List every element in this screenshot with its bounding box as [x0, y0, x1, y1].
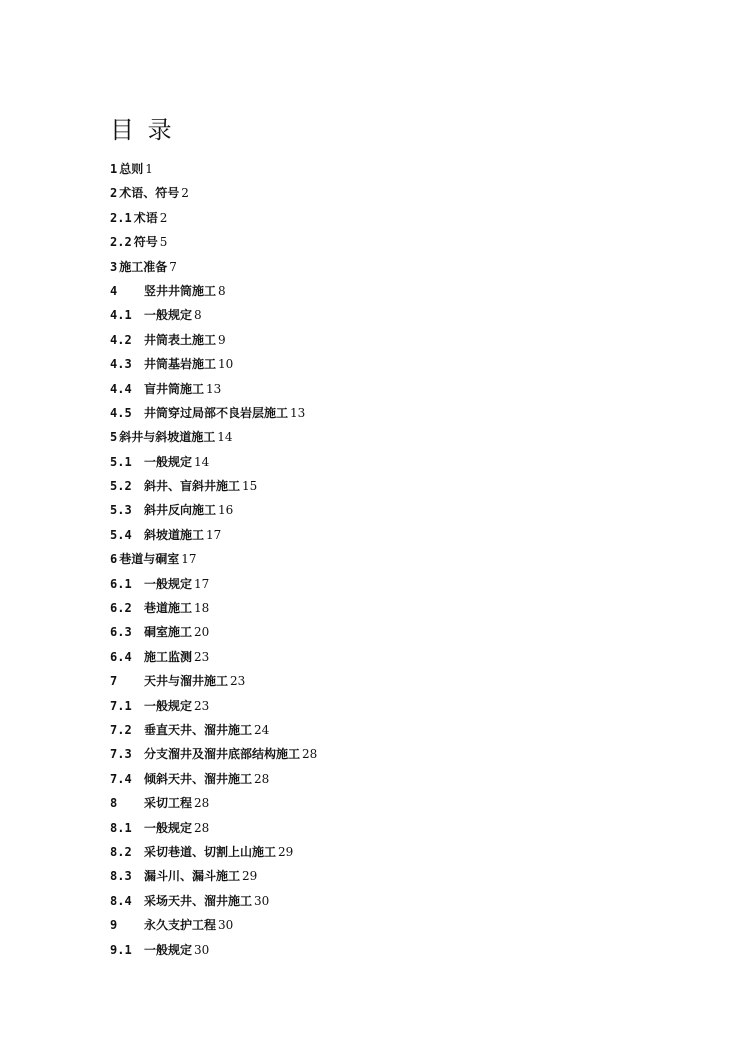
toc-entry-page: 10 [218, 357, 234, 372]
toc-entry[interactable] [110, 841, 317, 865]
toc-entry[interactable] [110, 524, 317, 548]
toc-entry-number: 3 [110, 259, 118, 274]
toc-entry-title: 采切工程 [144, 796, 193, 811]
toc-entry[interactable] [110, 182, 317, 206]
toc-entry-page: 5 [159, 235, 168, 250]
toc-entry-page: 8 [194, 308, 202, 323]
toc-entry-page: 23 [194, 698, 210, 713]
toc-entry-page: 14 [217, 430, 233, 445]
toc-entry-title: 一般规定 [144, 308, 193, 323]
toc-entry-page: 29 [278, 844, 294, 859]
toc-entry-number: 8 [110, 796, 118, 811]
toc-entry-page: 13 [290, 405, 306, 420]
toc-entry-title: 斜坡道施工 [144, 527, 205, 542]
toc-entry-page: 9 [218, 332, 226, 347]
toc-entry[interactable] [110, 402, 317, 426]
toc-entry-number: 7.1 [110, 698, 132, 713]
toc-entry-title: 斜井与斜坡道施工 [119, 430, 216, 445]
toc-entry-number: 4.2 [110, 332, 132, 347]
toc-entry-title: 斜井反向施工 [144, 503, 217, 518]
toc-entry-page: 30 [218, 918, 234, 933]
toc-entry[interactable] [110, 939, 317, 963]
toc-entry-title: 井筒表土施工 [144, 332, 217, 347]
toc-entry-number: 8.1 [110, 820, 132, 835]
toc-entry-page: 16 [218, 503, 234, 518]
toc-entry[interactable] [110, 743, 317, 767]
toc-entry-title: 采切巷道、切割上山施工 [144, 844, 277, 859]
toc-entry-number: 7 [110, 674, 118, 689]
toc-entry[interactable] [110, 475, 317, 499]
toc-entry[interactable] [110, 548, 317, 572]
toc-entry-title: 总则 [119, 162, 144, 176]
toc-entry-number: 6.4 [110, 649, 132, 664]
toc-entry-number: 7.3 [110, 747, 132, 762]
toc-entry-number: 9 [110, 918, 118, 933]
toc-entry-title: 一般规定 [144, 698, 193, 713]
toc-entry-title: 术语 [133, 210, 158, 225]
toc-entry[interactable] [110, 256, 317, 280]
toc-entry-title: 术语、符号 [119, 186, 180, 201]
toc-entry-page: 17 [194, 576, 210, 591]
toc-entry-title: 巷道与硐室 [119, 552, 180, 567]
toc-entry-title: 符号 [133, 235, 158, 250]
toc-entry-number: 5.4 [110, 527, 132, 542]
toc-entry-title: 漏斗川、漏斗施工 [144, 869, 241, 884]
toc-entry[interactable] [110, 451, 317, 475]
toc-entry-page: 28 [194, 796, 210, 811]
toc-entry-page: 13 [206, 381, 222, 396]
toc-entry-title: 盲井筒施工 [144, 381, 205, 396]
toc-entry-number: 4.3 [110, 357, 132, 372]
toc-entry-page: 28 [302, 747, 318, 762]
toc-entry-title: 施工监测 [144, 649, 193, 664]
toc-entry[interactable] [110, 304, 317, 328]
toc-entry-number: 5.3 [110, 503, 132, 518]
toc-entry-title: 硐室施工 [144, 625, 193, 640]
toc-entry-title: 一般规定 [144, 454, 193, 469]
toc-entry[interactable] [110, 426, 317, 450]
toc-entry-page: 1 [145, 162, 153, 176]
toc-entry[interactable] [110, 378, 317, 402]
toc-entry-page: 23 [194, 649, 210, 664]
toc-list [110, 158, 317, 963]
toc-entry-page: 14 [194, 454, 210, 469]
toc-entry-number: 4.1 [110, 308, 132, 323]
toc-entry-page: 2 [181, 186, 189, 201]
toc-entry-page: 30 [254, 893, 270, 908]
toc-entry-number: 4.5 [110, 405, 132, 420]
toc-entry[interactable] [110, 353, 317, 377]
toc-entry-title: 永久支护工程 [144, 918, 217, 933]
toc-entry[interactable] [110, 646, 317, 670]
toc-entry-number: 5.1 [110, 454, 132, 469]
toc-entry-title: 竖井井筒施工 [144, 283, 217, 298]
toc-entry-title: 井筒穿过局部不良岩层施工 [144, 405, 289, 420]
toc-entry[interactable] [110, 280, 317, 304]
toc-entry-title: 天井与溜井施工 [144, 674, 229, 689]
toc-entry-number: 6.3 [110, 625, 132, 640]
toc-entry-title: 一般规定 [144, 942, 193, 957]
toc-entry[interactable] [110, 914, 317, 938]
toc-entry[interactable] [110, 792, 317, 816]
toc-entry-title: 一般规定 [144, 820, 193, 835]
toc-entry-title: 斜井、盲斜井施工 [144, 479, 241, 494]
toc-entry[interactable] [110, 597, 317, 621]
toc-entry-page: 23 [230, 674, 246, 689]
toc-entry-number: 4 [110, 283, 118, 298]
toc-entry[interactable] [110, 231, 317, 255]
toc-entry[interactable] [110, 329, 317, 353]
toc-entry-page: 8 [218, 283, 226, 298]
toc-entry-title: 垂直天井、溜井施工 [144, 722, 253, 737]
toc-entry-page: 7 [169, 259, 177, 274]
toc-entry[interactable] [110, 817, 317, 841]
toc-entry-page: 20 [194, 625, 210, 640]
toc-entry-title: 施工准备 [119, 259, 168, 274]
toc-entry-title: 倾斜天井、溜井施工 [144, 771, 253, 786]
toc-entry[interactable] [110, 158, 317, 182]
toc-entry-number: 5.2 [110, 479, 132, 494]
toc-entry-number: 8.3 [110, 869, 132, 884]
toc-entry-title: 分支溜井及溜井底部结构施工 [144, 747, 301, 762]
toc-entry-title: 一般规定 [144, 576, 193, 591]
toc-entry-title: 井筒基岩施工 [144, 357, 217, 372]
toc-entry-page: 17 [206, 527, 222, 542]
toc-entry-page: 30 [194, 942, 210, 957]
toc-entry-number: 2.1 [110, 210, 132, 225]
toc-entry[interactable] [110, 890, 317, 914]
toc-entry-number: 9.1 [110, 942, 132, 957]
toc-entry[interactable] [110, 499, 317, 523]
toc-entry-page: 29 [242, 869, 258, 884]
toc-entry-page: 17 [181, 552, 197, 567]
toc-entry-number: 1 [110, 162, 118, 176]
toc-entry-title: 巷道施工 [144, 601, 193, 616]
toc-entry-page: 28 [194, 820, 210, 835]
toc-entry-page: 24 [254, 722, 270, 737]
toc-entry-number: 6.1 [110, 576, 132, 591]
toc-title: 目 录 [110, 116, 175, 144]
toc-entry-page: 15 [242, 479, 258, 494]
toc-entry-number: 6.2 [110, 601, 132, 616]
toc-entry[interactable] [110, 719, 317, 743]
toc-entry-page: 28 [254, 771, 270, 786]
toc-entry[interactable] [110, 670, 317, 694]
toc-entry-number: 2 [110, 186, 118, 201]
toc-entry[interactable] [110, 621, 317, 645]
toc-entry[interactable] [110, 768, 317, 792]
toc-entry-title: 采场天井、溜井施工 [144, 893, 253, 908]
toc-entry-number: 7.4 [110, 771, 132, 786]
toc-entry-page: 2 [159, 210, 168, 225]
toc-entry-number: 8.2 [110, 844, 132, 859]
toc-entry-number: 6 [110, 552, 118, 567]
toc-entry-number: 7.2 [110, 722, 132, 737]
toc-entry-number: 5 [110, 430, 118, 445]
toc-entry[interactable] [110, 695, 317, 719]
toc-entry-number: 4.4 [110, 381, 132, 396]
toc-entry[interactable] [110, 573, 317, 597]
toc-entry[interactable] [110, 865, 317, 889]
toc-entry-number: 8.4 [110, 893, 132, 908]
toc-entry-number: 2.2 [110, 235, 132, 250]
toc-entry-page: 18 [194, 601, 210, 616]
toc-entry[interactable] [110, 207, 317, 231]
